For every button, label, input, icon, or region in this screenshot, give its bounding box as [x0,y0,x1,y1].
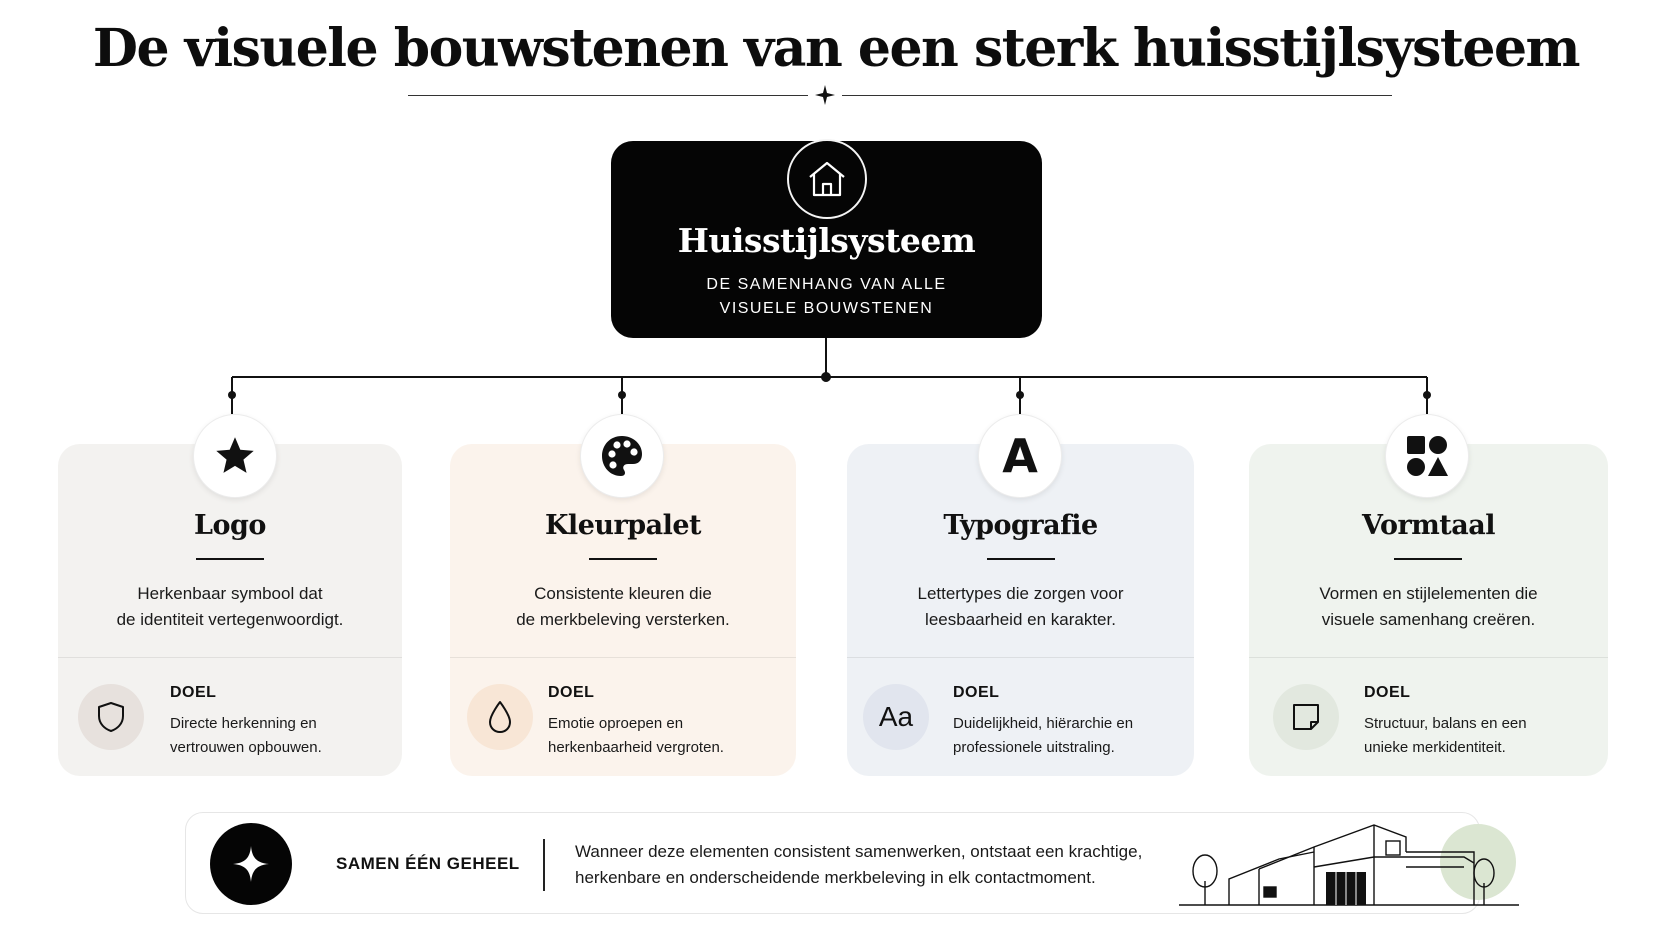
goal-text [548,712,758,760]
goal-text [170,712,380,760]
goal-label: DOEL [170,684,217,701]
hub-subtitle [611,273,1042,321]
letter-a-icon [978,414,1062,498]
palette-icon [580,414,664,498]
goal-text-line1: Directe herkenning en [170,715,317,732]
card-description-line2: de merkbeleving versterken. [516,610,730,629]
card-separator [1249,657,1608,658]
shapes-icon [1385,414,1469,498]
card-vormtaal [1249,444,1608,776]
hub-subtitle-line1: DE SAMENHANG VAN ALLE [706,276,947,293]
sparkle-divider-icon [815,85,835,105]
goal-text-line1: Structuur, balans en een [1364,715,1527,732]
footer-panel [185,812,1480,914]
goal-label: DOEL [953,684,1000,701]
card-description-line1: Consistente kleuren die [534,584,712,603]
shield-icon [78,684,144,750]
aa-type-icon [863,684,929,750]
card-title: Typografie [943,510,1098,541]
card-description [450,581,796,633]
footer-text [575,839,1155,891]
hub-subtitle-line2: VISUELE BOUWSTENEN [719,300,934,317]
card-separator [847,657,1194,658]
card-description-line1: Herkenbaar symbool dat [137,584,323,603]
card-description-line1: Lettertypes die zorgen voor [917,584,1124,603]
card-description [847,581,1194,633]
card-description-line1: Vormen en stijlelementen die [1319,584,1538,603]
goal-text-line1: Emotie oproepen en [548,715,684,732]
page-title: De visuele bouwstenen van een sterk huisstijlsysteem [92,18,1580,79]
footer-text-line2: herkenbare en onderscheidende merkbeleving in elk contactmoment. [575,868,1096,887]
card-description-line2: leesbaarheid en karakter. [925,610,1116,629]
card-title: Logo [194,510,266,541]
goal-label: DOEL [548,684,595,701]
card-title: Kleurpalet [544,510,702,541]
house-icon [787,139,867,219]
card-description-line2: visuele samenhang creëren. [1321,610,1536,629]
card-title: Vormtaal [1362,510,1495,541]
card-underline [589,558,657,560]
goal-label: DOEL [1364,684,1411,701]
card-separator [450,657,796,658]
star-icon [193,414,277,498]
footer-text-line1: Wanneer deze elementen consistent samenwerken, ontstaat een krachtige, [575,842,1143,861]
card-description [58,581,402,633]
goal-text [1364,712,1574,760]
card-kleurpalet [450,444,796,776]
square-icon [1273,684,1339,750]
goal-text-line2: professionele uitstraling. [953,739,1115,756]
goal-text-line2: herkenbaarheid vergroten. [548,739,724,756]
aa-type-glyph: Aa [878,701,914,732]
goal-text [953,712,1183,760]
card-underline [1394,558,1462,560]
droplet-icon [467,684,533,750]
letter-a-glyph: A [1002,429,1038,483]
goal-text-line1: Duidelijkheid, hiërarchie en [953,715,1134,732]
card-separator [58,657,402,658]
footer-label: SAMEN ÉÉN GEHEEL [336,854,520,873]
card-description [1249,581,1608,633]
title-rule-right [842,95,1392,96]
sparkle-icon [210,823,292,905]
card-underline [196,558,264,560]
card-description-line2: de identiteit vertegenwoordigt. [116,610,344,629]
hub-title: Huisstijlsysteem [677,221,976,260]
card-logo [58,444,402,776]
title-rule-left [408,95,808,96]
house-illustration [1174,807,1524,913]
card-underline [987,558,1055,560]
goal-text-line2: vertrouwen opbouwen. [170,739,322,756]
hub-box [611,141,1042,338]
card-typografie [847,429,1194,776]
footer-divider [543,839,545,891]
goal-text-line2: unieke merkidentiteit. [1364,739,1506,756]
